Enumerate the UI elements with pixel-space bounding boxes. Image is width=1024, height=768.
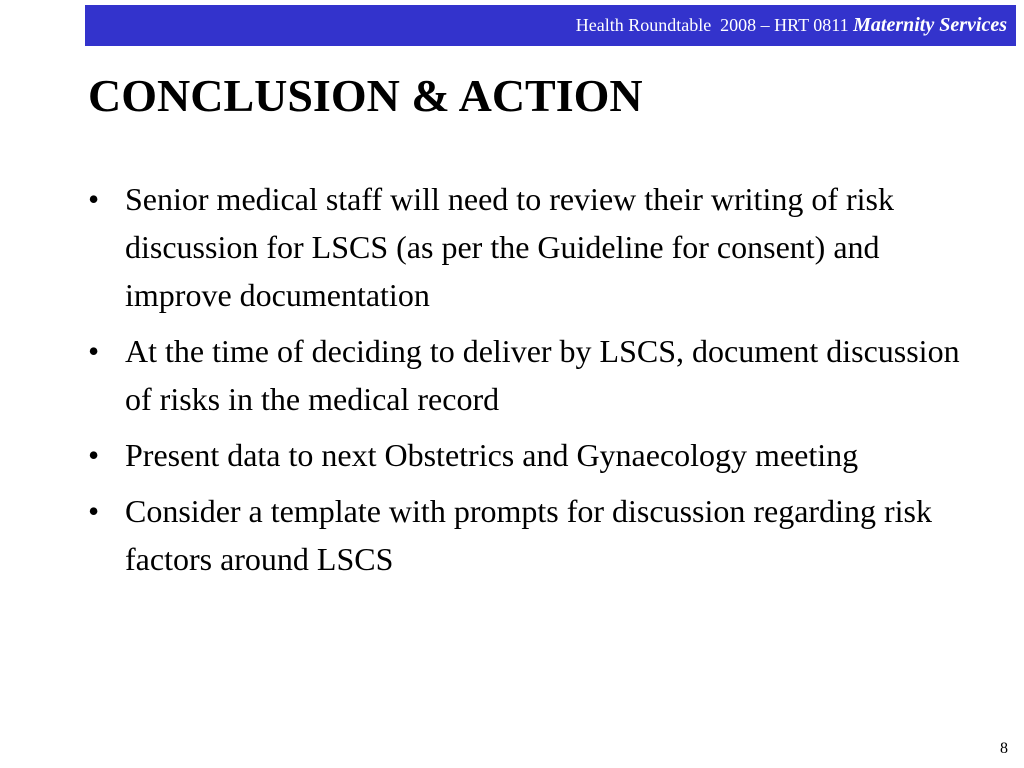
bullet-icon: • [88, 333, 100, 369]
bullet-icon: • [88, 437, 100, 473]
page-number: 8 [1000, 740, 1008, 757]
bullet-item [88, 431, 968, 479]
header-emphasis-text: Maternity Services [853, 14, 1007, 36]
bullet-text: At the time of deciding to deliver by LSCS, document discussion of risks in the medical record [125, 333, 960, 417]
bullet-icon: • [88, 493, 100, 529]
bullet-icon: • [88, 181, 100, 217]
bullet-text: Present data to next Obstetrics and Gynaecology meeting [125, 437, 859, 473]
bullet-text: Consider a template with prompts for discussion regarding risk factors around LSCS [125, 493, 932, 577]
slide-title: CONCLUSION & ACTION [88, 70, 643, 121]
bullet-list [88, 175, 968, 591]
header-text: Health Roundtable 2008 – HRT 0811 [575, 15, 854, 35]
bullet-item [88, 327, 968, 423]
bullet-item [88, 487, 968, 583]
header-banner [85, 5, 1016, 46]
bullet-item [88, 175, 968, 319]
bullet-text: Senior medical staff will need to review their writing of risk discussion for LSCS (as per the Guideline for consent) and improve documentation [125, 181, 894, 313]
